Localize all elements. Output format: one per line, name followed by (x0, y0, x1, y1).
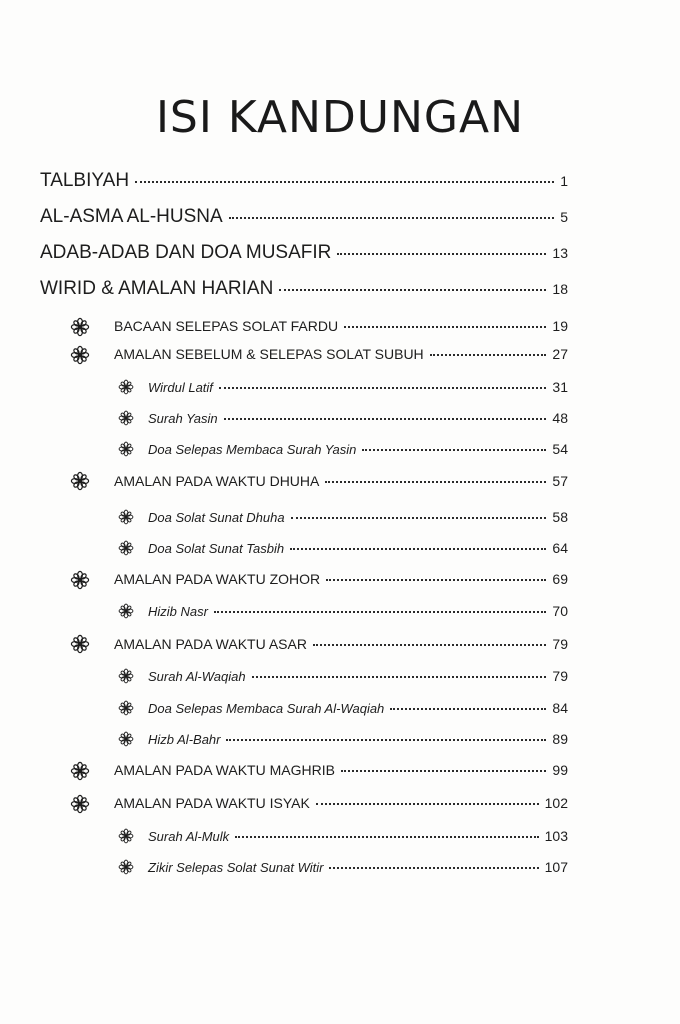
toc-page-number: 79 (552, 668, 568, 684)
toc-page-number: 102 (544, 795, 568, 811)
toc-page-number: 57 (552, 473, 568, 489)
toc-entry-label: WIRID & AMALAN HARIAN (40, 278, 274, 299)
toc-page-number: 107 (544, 859, 568, 875)
dot-leader (290, 548, 546, 550)
toc-entry[interactable] (148, 731, 568, 747)
flower-icon (70, 345, 90, 365)
toc-entry[interactable] (114, 473, 568, 489)
toc-entry-label: AL-ASMA AL-HUSNA (40, 206, 223, 227)
toc-page-number: 5 (560, 209, 568, 225)
flower-icon (118, 603, 134, 619)
dot-leader (362, 449, 546, 451)
dot-leader (313, 644, 546, 646)
toc-entry-label: Surah Al-Waqiah (148, 669, 246, 684)
toc-entry[interactable] (148, 700, 568, 716)
toc-page-number: 103 (544, 828, 568, 844)
toc-page-number: 19 (552, 318, 568, 334)
toc-entry[interactable] (114, 571, 568, 587)
toc-page-number: 18 (552, 281, 568, 297)
toc-entry-label: AMALAN PADA WAKTU ISYAK (114, 795, 310, 811)
dot-leader (325, 481, 546, 483)
flower-icon (118, 540, 134, 556)
flower-icon (118, 731, 134, 747)
toc-page-number: 54 (552, 441, 568, 457)
flower-icon (118, 700, 134, 716)
toc-page-number: 99 (552, 762, 568, 778)
dot-leader (291, 517, 547, 519)
toc-entry-label: Doa Selepas Membaca Surah Yasin (148, 442, 357, 457)
dot-leader (219, 387, 547, 389)
flower-icon (118, 509, 134, 525)
toc-page-number: 58 (552, 509, 568, 525)
toc-entry-label: Wirdul Latif (148, 380, 213, 395)
toc-entry-label: BACAAN SELEPAS SOLAT FARDU (114, 318, 339, 334)
dot-leader (329, 867, 538, 869)
dot-leader (135, 181, 554, 183)
dot-leader (252, 676, 547, 678)
toc-entry[interactable] (148, 509, 568, 525)
flower-icon (118, 828, 134, 844)
toc-page-number: 70 (552, 603, 568, 619)
flower-icon (70, 761, 90, 781)
dot-leader (279, 289, 546, 291)
dot-leader (226, 739, 546, 741)
dot-leader (341, 770, 546, 772)
toc-entry-label: Surah Al-Mulk (148, 829, 230, 844)
dot-leader (430, 354, 547, 356)
toc-entry[interactable] (148, 441, 568, 457)
toc-entry-label: Zikir Selepas Solat Sunat Witir (148, 860, 324, 875)
dot-leader (235, 836, 538, 838)
toc-entry-label: ADAB-ADAB DAN DOA MUSAFIR (40, 242, 332, 263)
toc-entry-label: TALBIYAH (40, 170, 130, 191)
toc-entry[interactable] (114, 636, 568, 652)
flower-icon (118, 859, 134, 875)
toc-entry-label: AMALAN PADA WAKTU MAGHRIB (114, 762, 335, 778)
flower-icon (118, 441, 134, 457)
toc-page-number: 84 (552, 700, 568, 716)
toc-entry-label: Doa Solat Sunat Tasbih (148, 541, 285, 556)
toc-page-number: 69 (552, 571, 568, 587)
toc-entry-label: AMALAN SEBELUM & SELEPAS SOLAT SUBUH (114, 346, 424, 362)
dot-leader (224, 418, 547, 420)
flower-icon (118, 379, 134, 395)
toc-entry-asma-husna[interactable] (40, 206, 568, 228)
toc-entry-label: Hizb Al-Bahr (148, 732, 221, 747)
toc-entry[interactable] (148, 540, 568, 556)
toc-page-number: 64 (552, 540, 568, 556)
toc-entry[interactable] (148, 828, 568, 844)
toc-entry[interactable] (148, 603, 568, 619)
toc-entry-label: AMALAN PADA WAKTU ZOHOR (114, 571, 321, 587)
toc-page-number: 79 (552, 636, 568, 652)
toc-entry[interactable] (148, 410, 568, 426)
toc-entry[interactable] (148, 668, 568, 684)
toc-page-number: 48 (552, 410, 568, 426)
toc-page-number: 27 (552, 346, 568, 362)
toc-entry-wirid-amalan[interactable] (40, 278, 568, 300)
dot-leader (326, 579, 546, 581)
toc-entry-label: Hizib Nasr (148, 604, 208, 619)
dot-leader (316, 803, 539, 805)
dot-leader (390, 708, 546, 710)
flower-icon (70, 634, 90, 654)
toc-entry-label: Surah Yasin (148, 411, 218, 426)
toc-entry[interactable] (148, 379, 568, 395)
flower-icon (70, 570, 90, 590)
toc-entry[interactable] (114, 762, 568, 778)
dot-leader (229, 217, 555, 219)
toc-entry-adab-musafir[interactable] (40, 242, 568, 264)
toc-entry-label: Doa Solat Sunat Dhuha (148, 510, 285, 525)
toc-entry[interactable] (114, 795, 568, 811)
flower-icon (70, 317, 90, 337)
toc-page-number: 13 (552, 245, 568, 261)
toc-entry[interactable] (114, 318, 568, 334)
page-title: ISI KANDUNGAN (155, 92, 525, 143)
toc-page-number: 31 (552, 379, 568, 395)
toc-entry-label: AMALAN PADA WAKTU DHUHA (114, 473, 320, 489)
flower-icon (118, 668, 134, 684)
toc-entry[interactable] (114, 346, 568, 362)
dot-leader (214, 611, 546, 613)
toc-entry[interactable] (148, 859, 568, 875)
flower-icon (70, 794, 90, 814)
flower-icon (118, 410, 134, 426)
flower-icon (70, 471, 90, 491)
toc-page-number: 1 (560, 173, 568, 189)
toc-entry-talbiyah[interactable] (40, 170, 568, 192)
toc-entry-label: Doa Selepas Membaca Surah Al-Waqiah (148, 701, 385, 716)
toc-entry-label: AMALAN PADA WAKTU ASAR (114, 636, 307, 652)
dot-leader (344, 326, 546, 328)
dot-leader (337, 253, 546, 255)
toc-page-number: 89 (552, 731, 568, 747)
